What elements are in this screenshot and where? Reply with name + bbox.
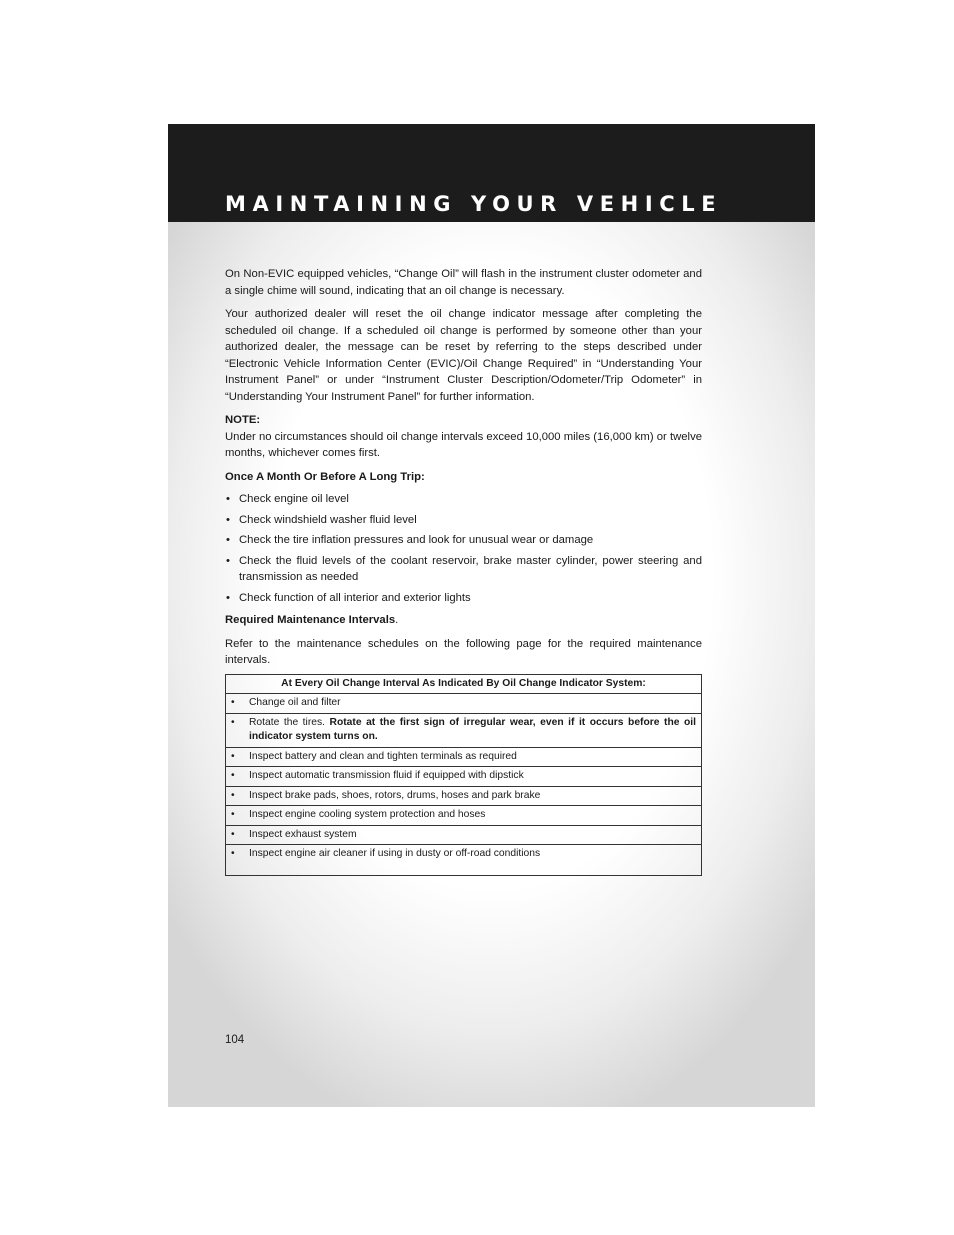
bullet-icon: • <box>231 716 235 728</box>
list-item: • Check function of all interior and exterior lights <box>225 590 702 607</box>
table-row: • Inspect automatic transmission fluid if equipped with dipstick <box>226 767 702 787</box>
section-header-bar <box>168 124 815 222</box>
bullet-icon: • <box>226 513 230 526</box>
manual-page <box>168 124 815 1107</box>
table-row: • Inspect engine air cleaner if using in dusty or off-road conditions <box>226 845 702 876</box>
page-content <box>225 266 702 876</box>
bullet-icon: • <box>226 534 230 546</box>
note-text: Under no circumstances should oil change intervals exceed 10,000 miles (16,000 km) or twelve months, whichever comes first. <box>225 430 702 459</box>
list-item: • Check the tire inflation pressures and look for unusual wear or damage <box>225 532 702 549</box>
bullet-icon: • <box>231 828 235 840</box>
table-header-row <box>226 674 702 694</box>
section-title: MAINTAINING YOUR VEHICLE <box>225 192 723 216</box>
table-row: • Inspect battery and clean and tighten terminals as required <box>226 747 702 767</box>
table-row: • Rotate the tires. Rotate at the first sign of irregular wear, even if it occurs before the oil indicator system turns on. <box>226 713 702 747</box>
list-item: • Check the fluid levels of the coolant reservoir, brake master cylinder, power steering and transmission as needed <box>226 554 702 583</box>
maintenance-table <box>225 674 702 877</box>
paragraph-change-oil: On Non-EVIC equipped vehicles, “Change Oil” will flash in the instrument cluster odometer and a single chime will sound, indicating that an oil change is necessary. <box>225 268 702 297</box>
bullet-icon: • <box>231 848 235 859</box>
table-row: • Change oil and filter <box>226 694 702 714</box>
paragraph-dealer-reset: Your authorized dealer will reset the oil change indicator message after completing the scheduled oil change. If a scheduled oil change is performed by someone other than your authorized dealer, the message can be reset by referring to the steps described under “Electronic Vehicle Information Center (EVIC)/Oil Change Required” in “Understanding Your Instrument Panel” or under “Instrument Cluster Description/Odometer/Trip Odometer” in “Understanding Your Instrument Panel” for further information. <box>225 308 702 403</box>
list-item: • Check windshield washer fluid level <box>225 512 702 529</box>
bullet-icon: • <box>231 789 235 801</box>
monthly-heading: Once A Month Or Before A Long Trip: <box>225 470 425 483</box>
table-row: • Inspect engine cooling system protection and hoses <box>226 806 702 826</box>
bullet-icon: • <box>226 554 230 567</box>
bullet-icon: • <box>226 493 230 505</box>
note-label: NOTE: <box>225 414 261 426</box>
bullet-icon: • <box>231 770 235 781</box>
table-row: • Inspect exhaust system <box>226 825 702 845</box>
bullet-icon: • <box>231 697 235 708</box>
bullet-icon: • <box>231 750 235 762</box>
monthly-checklist <box>225 491 702 606</box>
list-item: • Check engine oil level <box>225 491 702 508</box>
table-row: • Inspect brake pads, shoes, rotors, drums, hoses and park brake <box>226 786 702 806</box>
bullet-icon: • <box>226 591 230 604</box>
bullet-icon: • <box>231 809 235 820</box>
table-header: At Every Oil Change Interval As Indicated By Oil Change Indicator System: <box>226 674 702 694</box>
page-number: 104 <box>225 1034 245 1046</box>
required-text: Refer to the maintenance schedules on the following page for the required maintenance intervals. <box>225 637 702 666</box>
required-heading: Required Maintenance Intervals. <box>225 614 399 626</box>
